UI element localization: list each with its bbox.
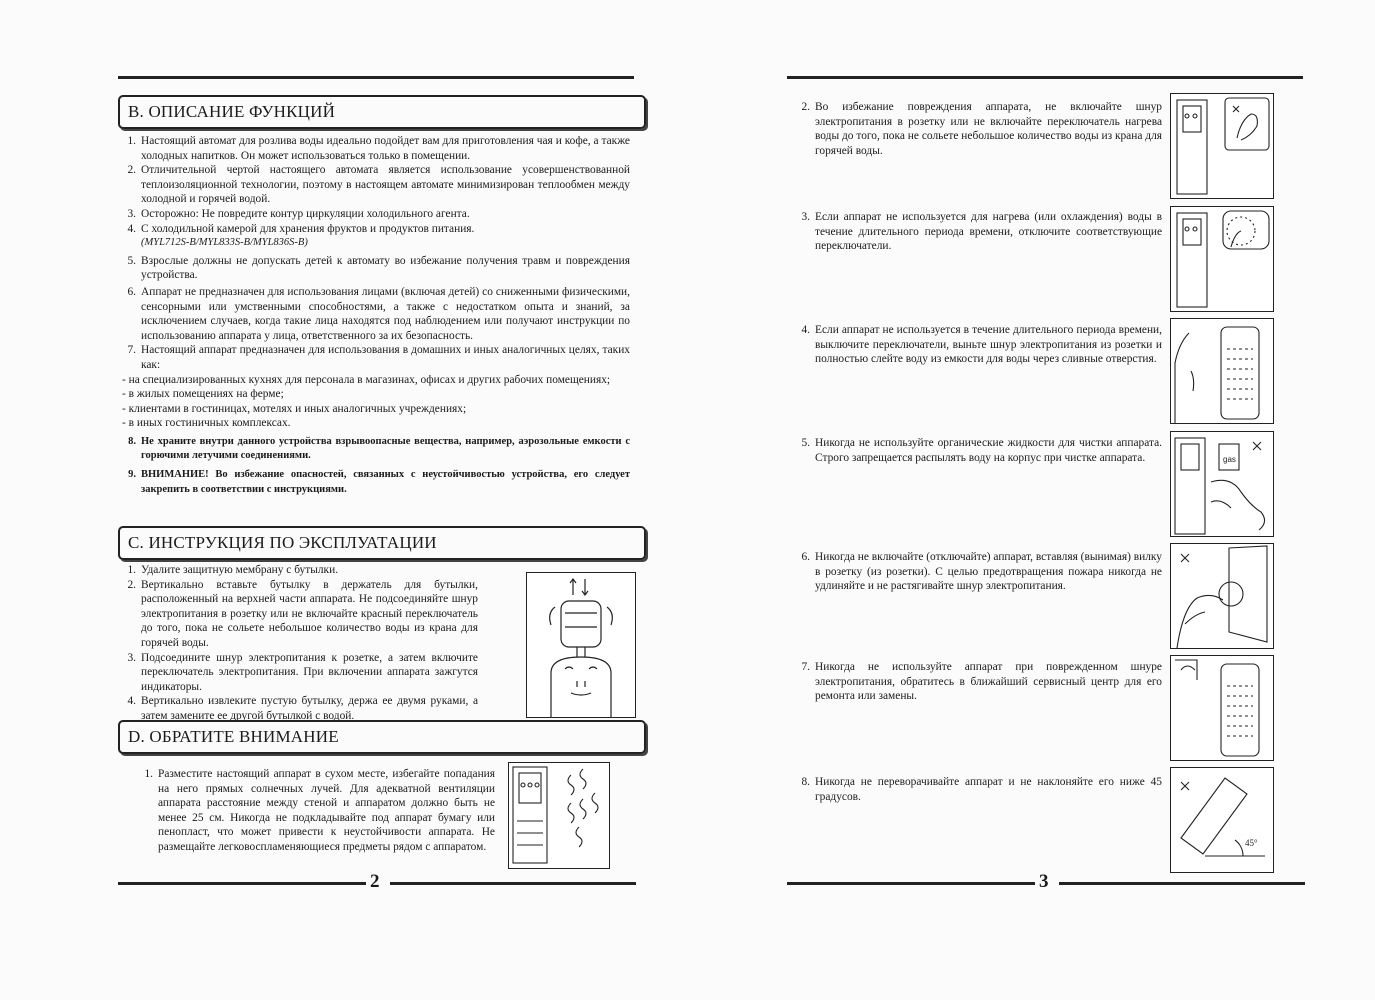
figure-cord (1170, 655, 1274, 761)
item-text: Вертикально извлеките пустую бутылку, держа ее двумя руками, а затем замените ее другой бутылкой с водой. (141, 695, 478, 722)
item-number: 6. (127, 285, 136, 298)
list-item (792, 100, 1162, 158)
item-number: 3. (127, 207, 136, 220)
item-number: 1. (127, 564, 136, 576)
dash-item: - на специализированных кухнях для персонала в магазинах, офисах и других рабочих помещениях; (122, 373, 611, 386)
bottle-install-figure (526, 572, 636, 718)
item-number: 1. (127, 135, 136, 147)
item-number: 5. (801, 437, 810, 449)
section-b-header: B. ОПИСАНИЕ ФУНКЦИЙ (118, 95, 646, 129)
item-number: 6. (801, 551, 810, 563)
item-text: Отличительной чертой настоящего автомата является использование усовершенствованной теплоизоляционной технологии, поэтому в настоящем автомате минимизирован теплообмен между холодной и горячей водой. (141, 164, 630, 206)
list-item (792, 775, 1162, 804)
list-item (792, 210, 1162, 254)
footer-rule-left (118, 882, 366, 885)
tilt-45-icon (1171, 768, 1273, 872)
dash-item: - в иных гостиничных комплексах. (122, 417, 291, 430)
item-number: 4. (127, 695, 136, 708)
item-text: Никогда не включайте (отключайте) аппарат, вставляя (вынимая) вилку в розетку (из розетки). С целью предотвращения пожара никогда не удлиняйте и не растягивайте шнур электропитания. (815, 551, 1162, 593)
bottle-dispenser-icon (527, 573, 635, 717)
item-text: Вертикально вставьте бутылку в держатель для бутылки, расположенный на верхней части аппарата. Не подсоединяйте шнур электропитания в розетку или не включайте красный переключатель до того, пока не сольете небольшое количество воды из крана для горячей воды. (141, 578, 478, 649)
gas-label: gas (1223, 455, 1236, 464)
footer-rule-right (1059, 882, 1305, 885)
item-text: Во избежание повреждения аппарата, не включайте шнур электропитания в розетку или не включайте переключатель нагрева воды до того, пока не сольете небольшое количество воды из крана для горячей воды. (815, 101, 1162, 157)
list-item (118, 163, 630, 207)
item-text: Удалите защитную мембрану с бутылки. (141, 564, 339, 576)
item-text: Настоящий автомат для розлива воды идеально подойдет вам для приготовления чая и кофе, а также холодных напитков. Он может использоваться только в помещении. (141, 135, 630, 162)
damaged-cord-icon (1171, 656, 1273, 760)
item-number: 5. (127, 254, 136, 267)
list-item (792, 323, 1162, 367)
placement-figure (508, 762, 610, 869)
section-d-header: D. ОБРАТИТЕ ВНИМАНИЕ (118, 720, 646, 754)
figure-unplug (1170, 318, 1274, 424)
item-number: 7. (127, 344, 136, 357)
list-item (792, 660, 1162, 704)
page-number: 3 (1039, 871, 1049, 892)
item-text: Осторожно: Не повредите контур циркуляции холодильного агента. (141, 207, 470, 220)
list-item (118, 563, 478, 578)
list-item (118, 207, 630, 222)
models-line (118, 236, 630, 251)
dash-item: - в жилых помещениях на ферме; (122, 388, 284, 401)
list-item (118, 343, 630, 372)
list-item (118, 578, 478, 651)
list-item (118, 285, 630, 343)
item-number: 4. (127, 222, 136, 235)
item-text: Никогда не используйте органические жидкости для чистки аппарата. Строго запрещается распылять воду на корпус при чистке аппарата. (815, 437, 1162, 464)
section-c-list (118, 563, 478, 724)
item-number: 1. (144, 768, 153, 780)
plug-hand-icon (1171, 544, 1273, 648)
item-text: Никогда не переворачивайте аппарат и не наклоняйте его ниже 45 градусов. (815, 776, 1162, 803)
right-page (687, 0, 1375, 1000)
list-item (118, 134, 630, 163)
list-item (118, 254, 630, 283)
item-text: Разместите настоящий аппарат в сухом месте, избегайте попадания на него прямых солнечных лучей. Для адекватной вентиляции аппарата расстояние между стеной и аппаратом должно быть не менее 25 см. Никогда не подкладывайте под аппарат бумагу или пенопласт, что может привести к неустойчивости аппарата. Не размещайте легковоспламеняющиеся предметы рядом с аппаратом. (158, 768, 495, 853)
switch-icon (1171, 207, 1273, 311)
section-b-list (118, 134, 630, 497)
spray-forbidden-icon (1171, 432, 1273, 536)
item-number: 3. (801, 211, 810, 223)
list-item (135, 767, 495, 855)
hot-tap-icon (1171, 94, 1273, 198)
item-text: Никогда не используйте аппарат при поврежденном шнуре электропитания, обратитесь в ближайший сервисный центр для его ремонта или замены. (815, 661, 1162, 703)
item-number: 4. (801, 324, 810, 336)
list-item (118, 435, 630, 464)
footer-rule-right (390, 882, 636, 885)
list-item (792, 436, 1162, 465)
figure-hot-water (1170, 93, 1274, 199)
item-text: С холодильной камерой для хранения фруктов и продуктов питания. (141, 222, 475, 235)
item-text: Взрослые должны не допускать детей к автомату во избежание получения травм и повреждения устройства. (141, 254, 630, 282)
item-number: 8. (801, 776, 810, 788)
item-number: 3. (127, 651, 136, 664)
item-text: Если аппарат не используется в течение длительного периода времени, выключите переключатели, выньте шнур электропитания из розетки и полностью слейте воду из емкости для воды через сливные отверстия. (815, 324, 1162, 366)
list-item (792, 550, 1162, 594)
page-number: 2 (370, 871, 380, 892)
figure-no-liquids (1170, 431, 1274, 537)
item-number: 2. (127, 578, 136, 591)
left-page (0, 0, 687, 1000)
section-c-header: C. ИНСТРУКЦИЯ ПО ЭКСПЛУАТАЦИИ (118, 526, 646, 560)
footer-rule-left (787, 882, 1035, 885)
unplug-icon (1171, 319, 1273, 423)
figure-tilt (1170, 767, 1274, 873)
item-number: 2. (801, 101, 810, 113)
item-text: Если аппарат не используется для нагрева (или охлаждения) воды в течение длительного периода времени, отключите соответствующие переключатели. (815, 211, 1162, 253)
top-rule (118, 76, 634, 79)
top-rule (787, 76, 1303, 79)
list-item (118, 468, 630, 497)
item-number: 8. (128, 435, 136, 447)
item-text: Аппарат не предназначен для использования лицами (включая детей) со сниженными физическими, сенсорными или умственными способностями, а также с недостатком опыта и знаний, за исключением случаев, когда такие лица находятся под наблюдением или получают инструкции по использованию аппарата у лица, ответственного за их безопасность. (141, 285, 630, 342)
dash-item: - клиентами в гостиницах, мотелях и иных аналогичных учреждениях; (122, 402, 467, 415)
model-list: (MYL712S-B/MYL833S-B/MYL836S-B) (141, 237, 308, 249)
item-number: 7. (801, 661, 810, 673)
section-d-list (135, 767, 495, 855)
list-item (118, 222, 630, 237)
item-text: Не храните внутри данного устройства взрывоопасные вещества, например, аэрозольные емкости с горючими летучими соединениями. (141, 435, 630, 462)
list-item (118, 651, 478, 695)
angle-label: 45° (1245, 838, 1258, 848)
figure-switches (1170, 206, 1274, 312)
item-text: ВНИМАНИЕ! Во избежание опасностей, связанных с неустойчивостью устройства, его следует закрепить в соответствии с инструкциями. (141, 469, 630, 495)
figure-plug (1170, 543, 1274, 649)
item-number: 2. (127, 164, 136, 177)
item-text: Подсоедините шнур электропитания к розетке, а затем включите переключатель электропитания. При включении аппарата зажгутся индикаторы. (141, 651, 478, 693)
item-text: Настоящий аппарат предназначен для использования в домашних и иных аналогичных целях, таких как: (141, 344, 630, 371)
dispenser-wall-icon (509, 763, 609, 868)
item-number: 9. (128, 469, 136, 481)
